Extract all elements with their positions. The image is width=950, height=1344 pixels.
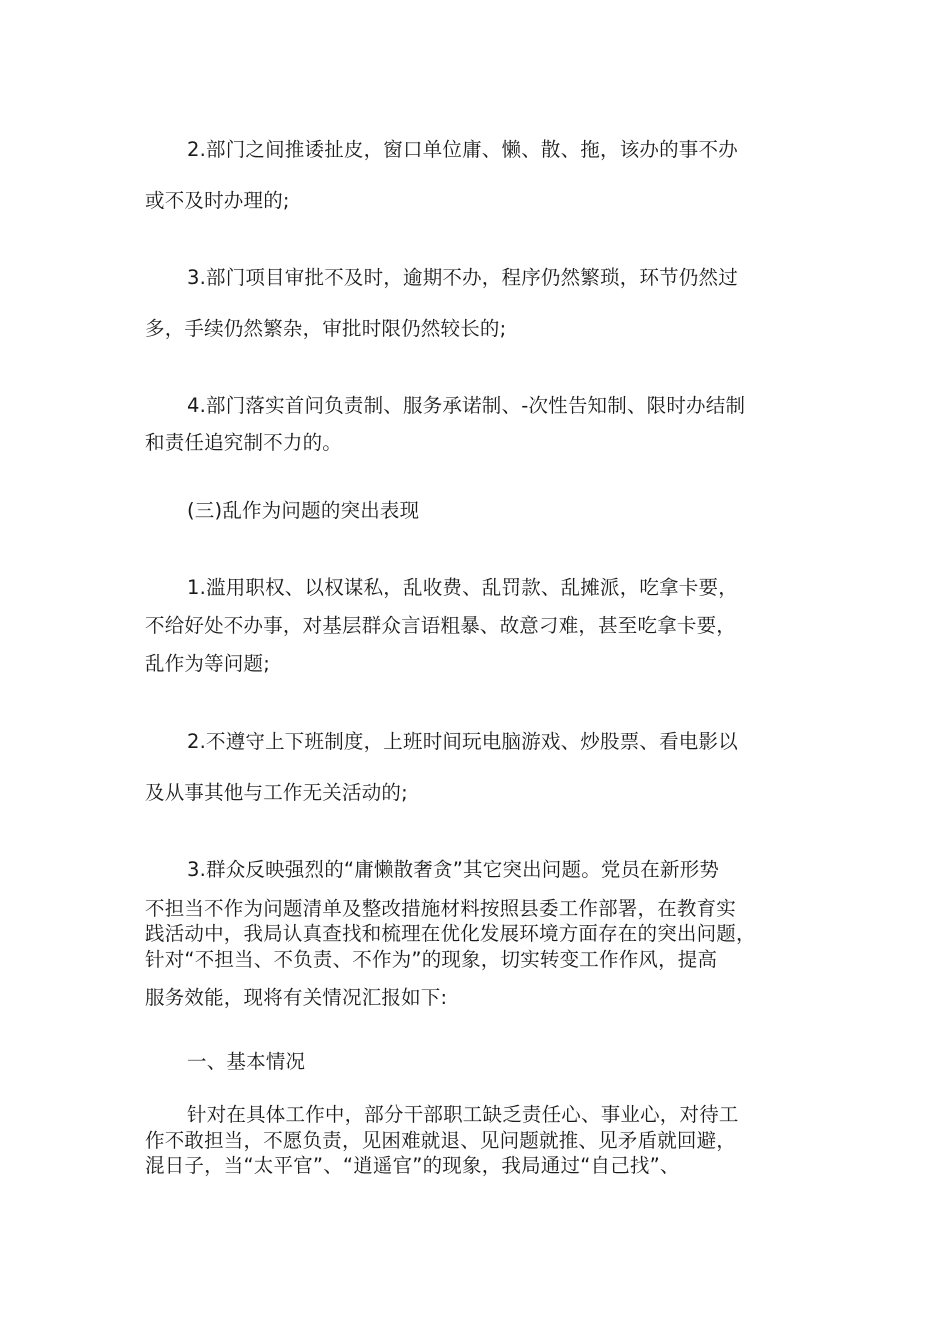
text-line: 针对“不担当、不负责、不作为”的现象，切实转变工作作风，提高: [145, 948, 718, 971]
text-line: 作不敢担当，不愿负责，见困难就退、见问题就推、见矛盾就回避，: [145, 1129, 737, 1152]
text-line: 和责任追究制不力的。: [145, 431, 343, 454]
text-line: 乱作为等问题;: [145, 652, 270, 675]
section-heading: 一、基本情况: [187, 1050, 306, 1073]
text-line: 4.部门落实首问负责制、服务承诺制、-次性告知制、限时办结制: [187, 394, 746, 417]
text-line: 践活动中，我局认真查找和梳理在优化发展环境方面存在的突出问题，: [145, 922, 756, 945]
section-heading: (三)乱作为问题的突出表现: [187, 499, 420, 522]
text-line: 服务效能，现将有关情况汇报如下:: [145, 986, 448, 1009]
text-line: 不给好处不办事，对基层群众言语粗暴、故意刁难，甚至吃拿卡要，: [145, 614, 737, 637]
text-line: 3.群众反映强烈的“庸懒散奢贪”其它突出问题。党员在新形势: [187, 858, 720, 881]
text-line: 1.滥用职权、以权谋私，乱收费、乱罚款、乱摊派，吃拿卡要，: [187, 576, 738, 599]
text-line: 不担当不作为问题清单及整改措施材料按照县委工作部署，在教育实: [145, 897, 737, 920]
text-line: 混日子，当“太平官”、“逍遥官”的现象，我局通过“自己找”、: [145, 1154, 680, 1177]
text-line: 2.部门之间推诿扯皮，窗口单位庸、懒、散、拖，该办的事不办: [187, 138, 738, 161]
text-line: 及从事其他与工作无关活动的;: [145, 781, 408, 804]
text-line: 针对在具体工作中，部分干部职工缺乏责任心、事业心，对待工: [187, 1103, 739, 1126]
text-line: 多，手续仍然繁杂，审批时限仍然较长的;: [145, 317, 507, 340]
text-line: 3.部门项目审批不及时，逾期不办，程序仍然繁琐，环节仍然过: [187, 266, 738, 289]
text-line: 2.不遵守上下班制度，上班时间玩电脑游戏、炒股票、看电影以: [187, 730, 738, 753]
text-line: 或不及时办理的;: [145, 189, 290, 212]
